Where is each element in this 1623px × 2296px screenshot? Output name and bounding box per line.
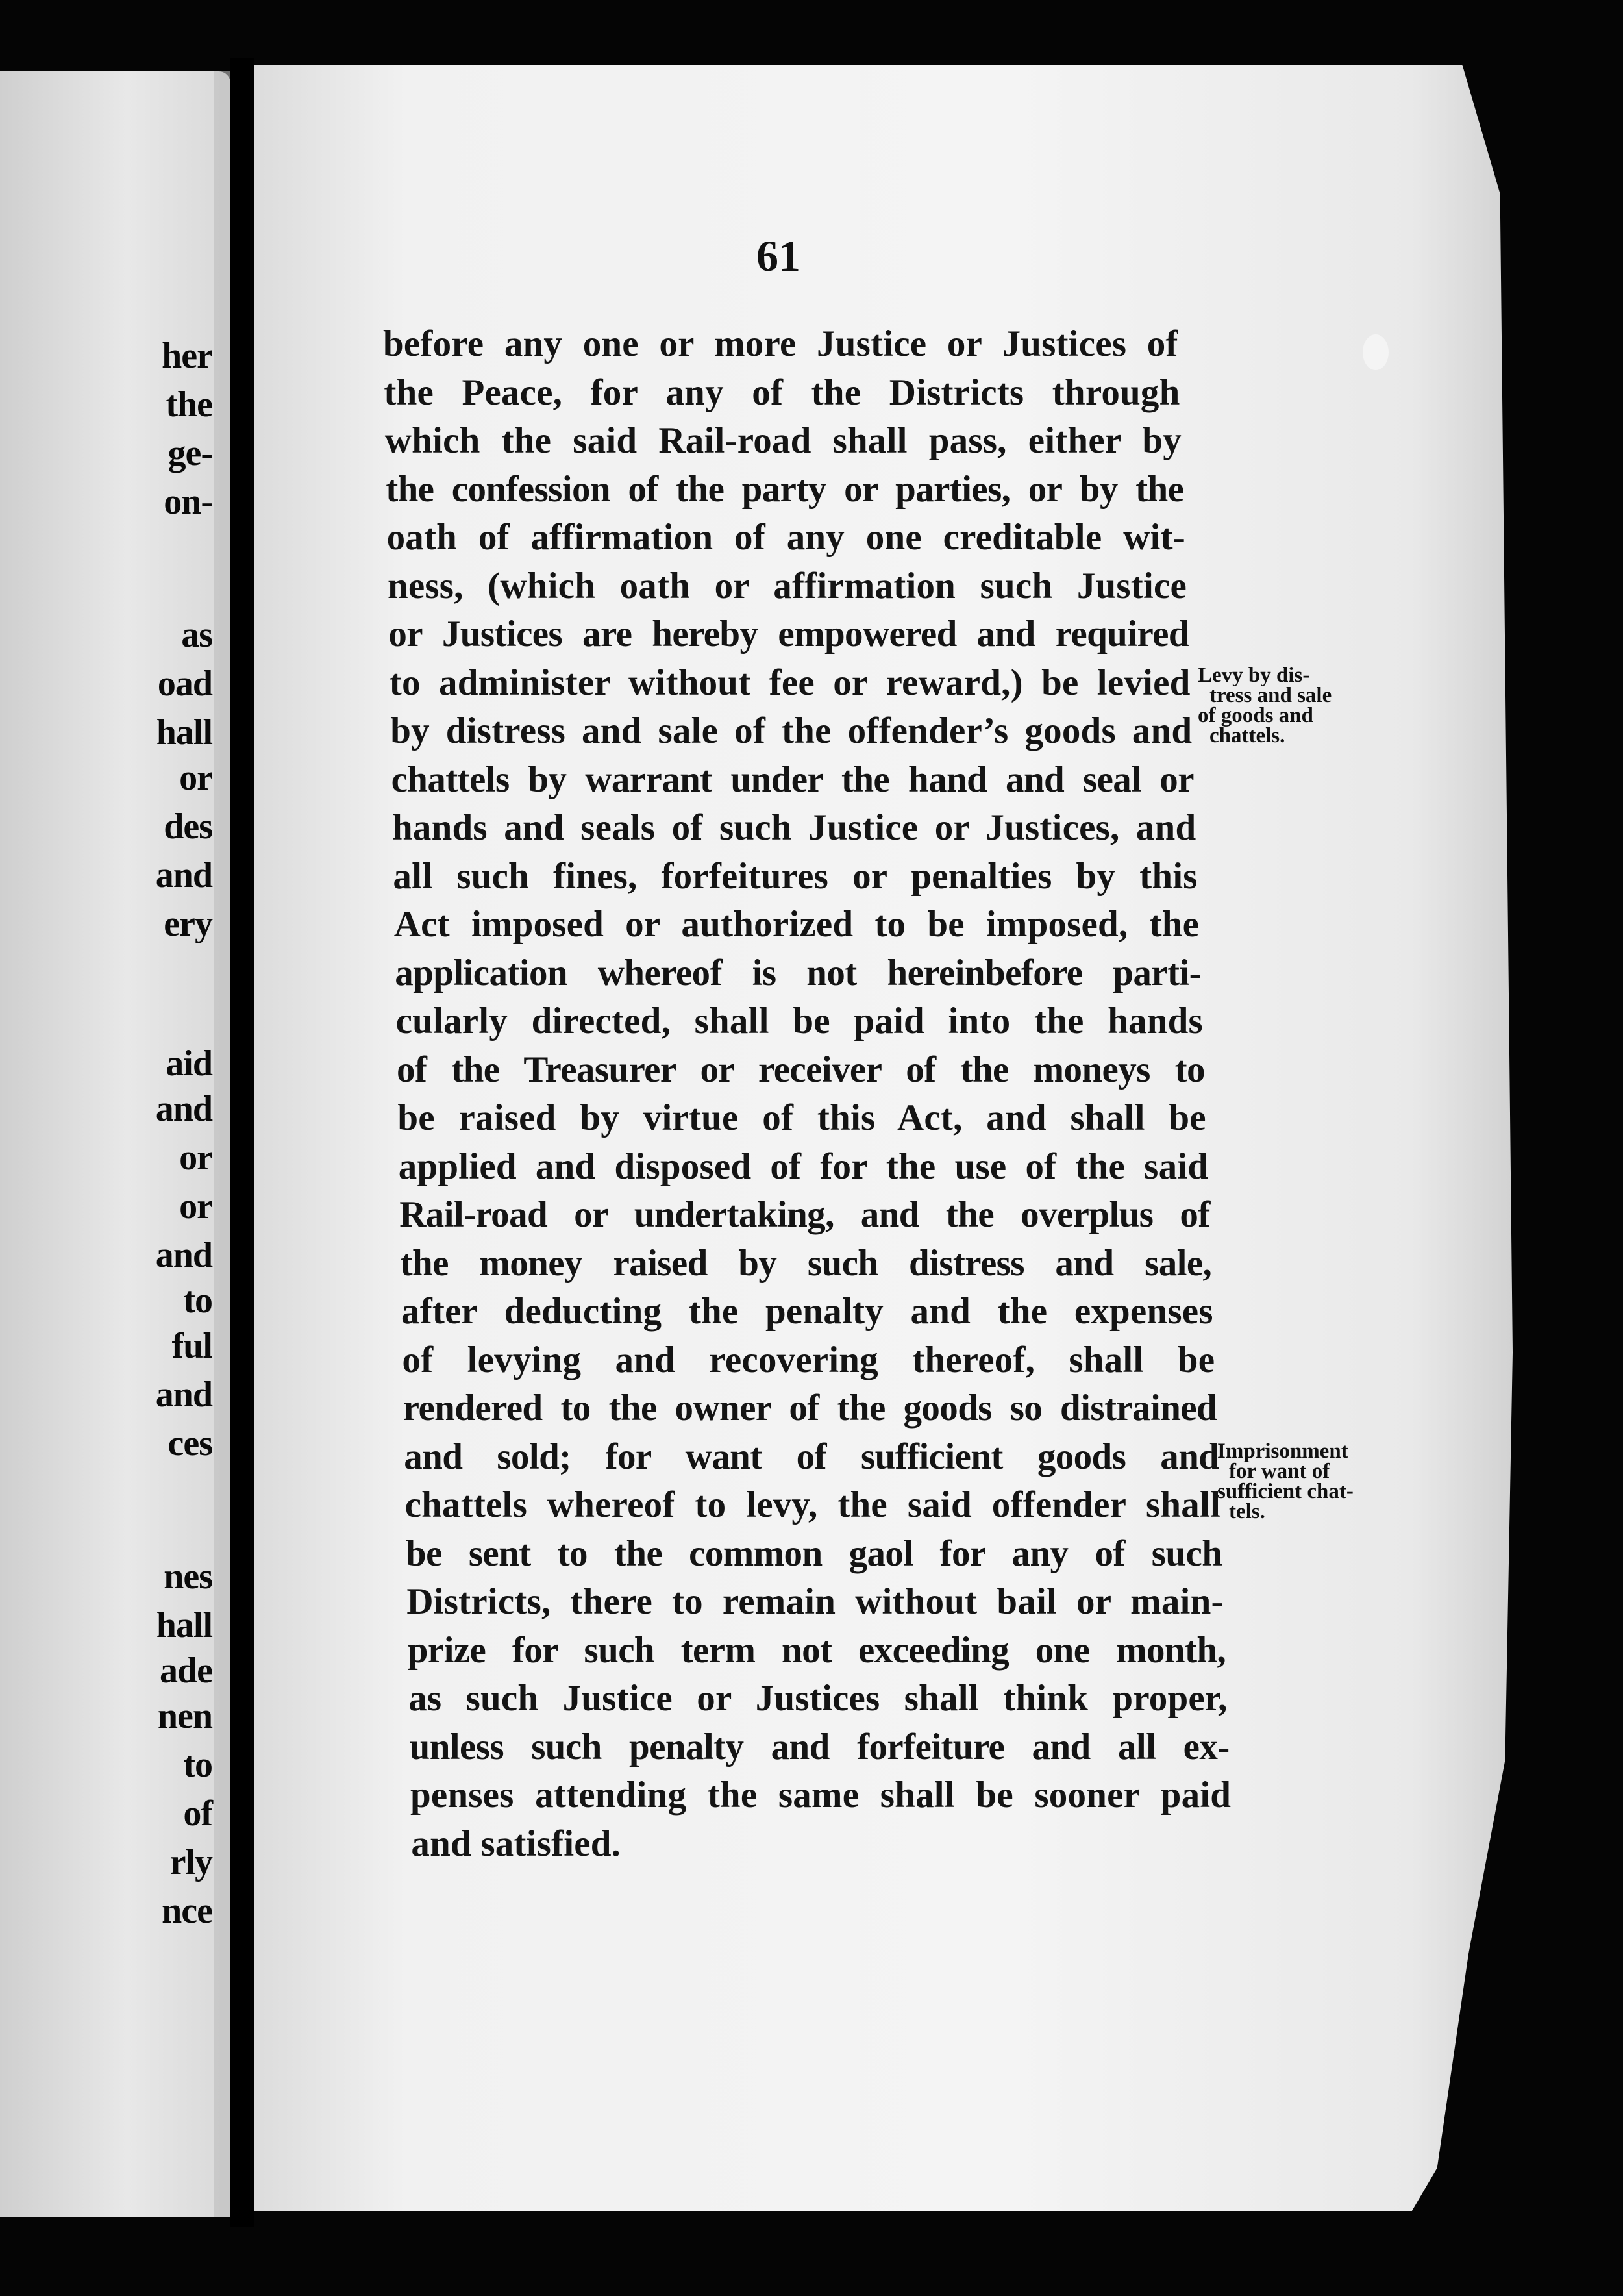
text-line: of the Treasurer or receiver of the moneys to (397, 1049, 1205, 1090)
left-page (0, 71, 230, 2217)
text-line: ness, (which oath or affirmation such Justice (388, 565, 1187, 606)
text-line: chattels whereof to levy, the said offender shall (404, 1484, 1221, 1525)
text-line: rendered to the owner of the goods so distrained (403, 1388, 1217, 1429)
text-line: chattels by warrant under the hand and seal or (391, 758, 1194, 800)
left-page-fragment: and (155, 1235, 212, 1275)
page-number: 61 (756, 231, 800, 281)
text-line: Districts, there to remain without bail or main- (406, 1581, 1224, 1622)
text-line: after deducting the penalty and the expenses (401, 1291, 1213, 1332)
text-line: Rail-road or undertaking, and the overplus of (399, 1194, 1210, 1235)
text-line: of levying and recovering thereof, shall be (402, 1339, 1215, 1380)
left-page-fragment: hall (156, 1605, 212, 1645)
left-page-fragment: des (164, 806, 212, 847)
text-line: Act imposed or authorized to be imposed, the (393, 904, 1200, 945)
text-line: cularly directed, shall be paid into the hands (395, 1001, 1203, 1042)
left-page-fragment: of (183, 1793, 212, 1834)
left-page-fragment: and (155, 1089, 212, 1129)
text-line: application whereof is not hereinbefore parti- (395, 952, 1202, 993)
paper-speck (1363, 334, 1389, 370)
left-page-fragment: nen (157, 1696, 212, 1736)
text-line: or Justices are hereby empowered and required (388, 614, 1189, 655)
text-line: be sent to the common gaol for any of such (406, 1532, 1222, 1574)
margin-note-line: Levy by dis- (1198, 664, 1310, 687)
left-page-fragment: rly (169, 1842, 212, 1882)
text-line: by distress and sale of the offender’s goods and (390, 710, 1193, 751)
text-line: oath of affirmation of any one creditable wit- (386, 517, 1185, 558)
margin-note-line: tress and sale (1209, 684, 1332, 707)
left-page-fragment: oad (157, 664, 212, 704)
text-line: applied and disposed of for the use of the said (398, 1145, 1209, 1187)
text-line: and sold; for want of sufficient goods and (404, 1436, 1219, 1477)
left-page-fragment: aid (166, 1043, 212, 1084)
margin-note-line: of goods and (1198, 704, 1313, 727)
left-page-fragment: her (162, 336, 212, 376)
left-page-fragment: and (155, 1375, 212, 1415)
text-line: the Peace, for any of the Districts through (384, 371, 1180, 413)
margin-note-line: tels. (1229, 1500, 1265, 1523)
left-page-fragment: nce (162, 1891, 212, 1931)
text-line: the confession of the party or parties, or by the (386, 468, 1184, 510)
text-line: as such Justice or Justices shall think proper, (408, 1678, 1228, 1719)
text-line: hands and seals of such Justice or Justices, and (392, 807, 1196, 848)
text-line: be raised by virtue of this Act, and shall be (397, 1097, 1206, 1138)
left-page-fragment: or (179, 758, 212, 798)
left-page-fragment: or (179, 1186, 212, 1227)
margin-note-line: Imprisonment (1217, 1440, 1348, 1463)
text-line: all such fines, forfeitures or penalties by this (393, 855, 1198, 897)
margin-note-line: for want of (1229, 1460, 1330, 1483)
left-page-fragment: or (179, 1138, 212, 1178)
text-line: before any one or more Justice or Justices of (383, 323, 1178, 364)
left-page-fragment: ful (171, 1326, 212, 1366)
text-line: which the said Rail-road shall pass, either by (384, 420, 1182, 461)
book-spine (230, 58, 254, 2227)
left-page-fragment: ery (164, 904, 212, 944)
left-page-fragment: as (181, 615, 212, 655)
left-page-fragment: ces (167, 1423, 212, 1464)
text-line: prize for such term not exceeding one month, (407, 1629, 1226, 1671)
left-page-fragment: the (166, 384, 212, 425)
margin-note-line: chattels. (1209, 724, 1285, 747)
left-page-fragment: ade (160, 1651, 212, 1691)
margin-note-line: sufficient chat- (1217, 1480, 1354, 1503)
left-page-fragment: to (183, 1745, 212, 1785)
text-line: and satisfied. (411, 1823, 621, 1864)
left-page-fragment: and (155, 855, 212, 895)
text-line: to administer without fee or reward,) be levied (389, 662, 1191, 703)
left-page-fragment: on- (164, 482, 212, 522)
text-line: unless such penalty and forfeiture and all ex- (409, 1726, 1230, 1767)
text-line: the money raised by such distress and sale, (400, 1242, 1212, 1284)
text-line: penses attending the same shall be sooner paid (410, 1775, 1232, 1816)
left-page-fragment: nes (164, 1556, 212, 1597)
left-page-fragment: hall (156, 712, 212, 753)
left-page-fragment: to (183, 1280, 212, 1321)
left-page-fragment: ge- (167, 433, 212, 473)
